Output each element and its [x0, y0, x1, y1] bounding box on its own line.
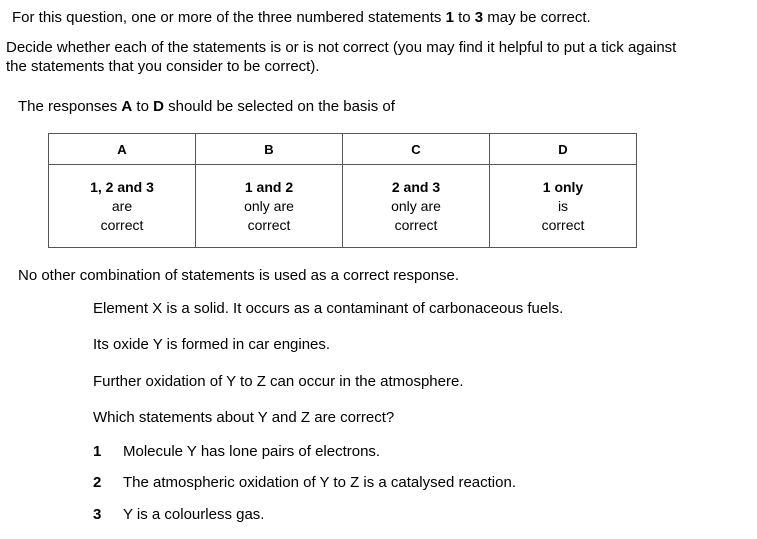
response-letter-c: C [343, 134, 490, 165]
response-correct: correct [394, 216, 438, 233]
statement-1 [93, 443, 380, 461]
response-meaning-b [196, 165, 343, 248]
response-letter-row [49, 134, 637, 165]
response-statements: 1 only [542, 178, 584, 195]
response-correct: correct [541, 216, 585, 233]
response-meaning-d [490, 165, 637, 248]
response-correct: correct [100, 216, 144, 233]
statement-range-start: 1 [445, 9, 454, 26]
statement-number: 3 [93, 506, 102, 523]
combination-note: No other combination of statements is used as a correct response. [18, 267, 460, 284]
instruction-line-1 [12, 9, 591, 27]
statement-2 [93, 474, 516, 492]
response-correct: correct [247, 216, 291, 233]
instruction-text: may be correct. [483, 9, 591, 26]
statement-text: Molecule Y has lone pairs of electrons. [123, 443, 381, 460]
instruction-text: For this question, one or more of the three numbered statements [12, 9, 446, 26]
response-letter-b: B [196, 134, 343, 165]
response-statements: 2 and 3 [391, 178, 441, 195]
instruction-line-2: Decide whether each of the statements is or is not correct (you may find it helpful to put a tick against [6, 39, 677, 56]
response-verb: only are [244, 197, 294, 214]
response-meaning-a [49, 165, 196, 248]
response-basis-line [18, 98, 395, 116]
instruction-text: to [453, 9, 475, 26]
basis-letter-end: D [153, 98, 164, 115]
statement-text: Y is a colourless gas. [123, 506, 265, 523]
basis-text: The responses [18, 98, 122, 115]
statement-range-end: 3 [474, 9, 484, 26]
basis-text: to [132, 98, 154, 115]
basis-text: should be selected on the basis of [163, 98, 395, 115]
response-key-table [48, 133, 637, 248]
statement-number: 1 [93, 443, 102, 460]
question-prompt: Which statements about Y and Z are correct? [93, 409, 395, 426]
question-paragraph-3: Further oxidation of Y to Z can occur in the atmosphere. [93, 373, 464, 390]
question-paragraph-2: Its oxide Y is formed in car engines. [93, 336, 331, 353]
statement-text: The atmospheric oxidation of Y to Z is a catalysed reaction. [123, 474, 516, 491]
response-statements: 1, 2 and 3 [90, 178, 154, 195]
question-paragraph-1: Element X is a solid. It occurs as a contaminant of carbonaceous fuels. [93, 300, 564, 317]
response-letter-d: D [490, 134, 637, 165]
basis-letter-start: A [121, 98, 133, 115]
instruction-line-3: the statements that you consider to be correct). [6, 58, 320, 75]
statement-number: 2 [93, 474, 102, 491]
response-statements: 1 and 2 [244, 178, 294, 195]
response-verb: is [557, 197, 569, 214]
response-meaning-row [49, 165, 637, 248]
statement-3 [93, 506, 264, 524]
response-verb: are [111, 197, 133, 214]
response-meaning-c [343, 165, 490, 248]
response-letter-a: A [49, 134, 196, 165]
response-verb: only are [391, 197, 441, 214]
